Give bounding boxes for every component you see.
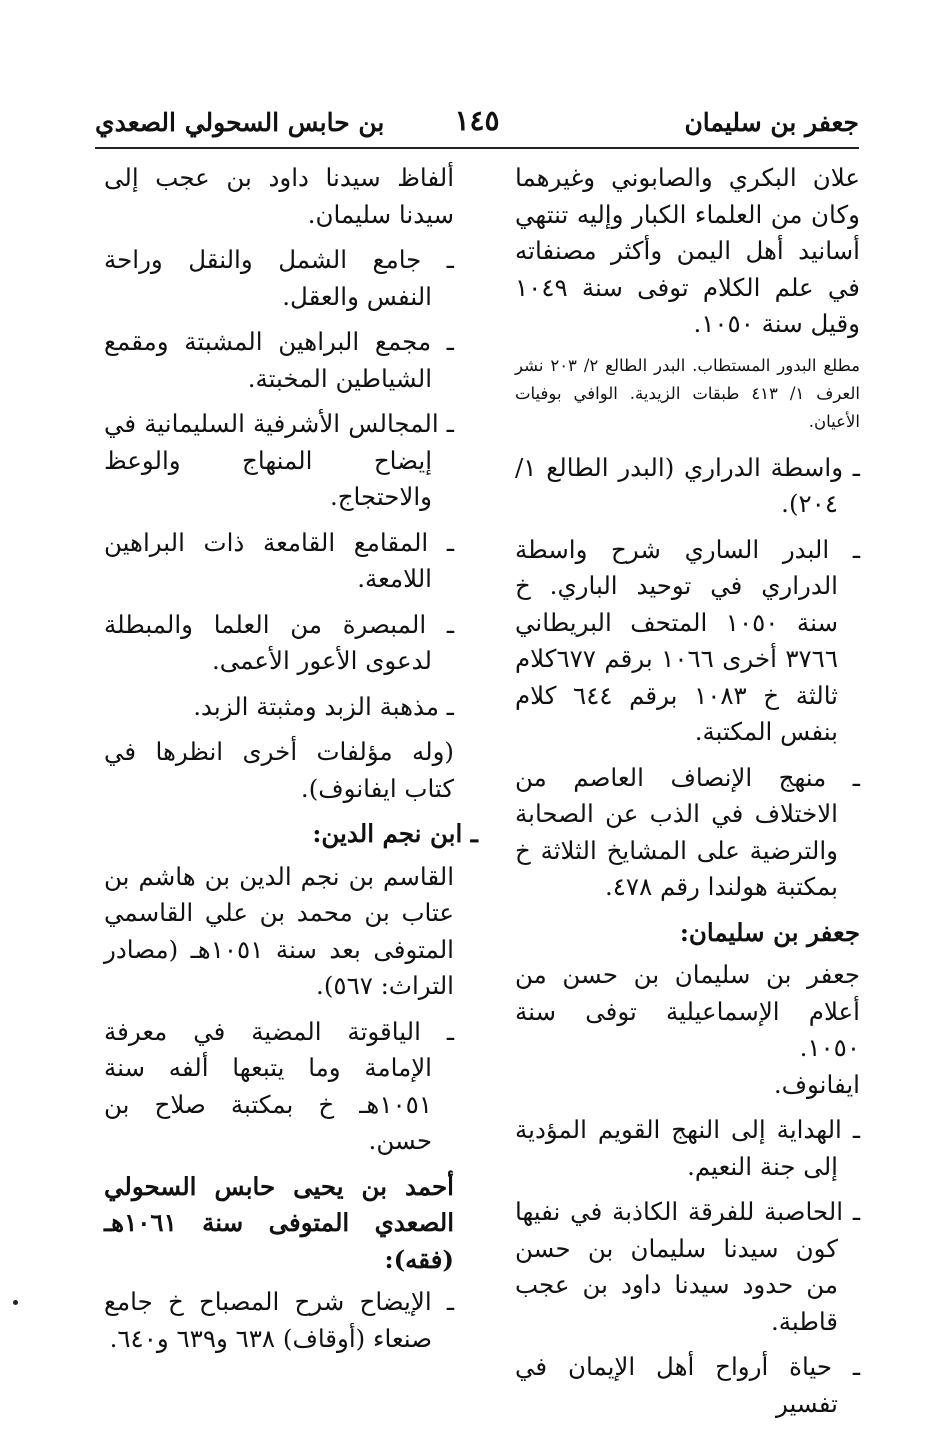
list-item: ـ واسطة الدراري (البدر الطالع ١/ ٢٠٤). xyxy=(515,452,860,518)
running-title-right: جعفر بن سليمان xyxy=(684,108,859,137)
intro-paragraph: علان البكري والصابوني وغيرهما وكان من العلماء الكبار وإليه تنتهي أسانيد أهل اليمن وأكثر مصنفاته في علم الكلام توفى سنة ١٠٤٩ وقيل سنة ١٠٥٠. xyxy=(515,163,860,338)
section-intro: جعفر بن سليمان بن حسن من أعلام الإسماعيلية توفى سنة ١٠٥٠. xyxy=(515,960,860,1062)
section-heading-jafar: جعفر بن سليمان: xyxy=(679,917,860,947)
list-item: ـ جامع الشمل والنقل وراحة النفس والعقل. xyxy=(104,245,454,311)
page-number: ١٤٥ xyxy=(454,104,500,137)
list-item: ـ الحاصبة للفرقة الكاذبة في نفيها كون سيدنا سليمان بن حسن من حدود سيدنا داود بن عجب قاطبة. xyxy=(515,1197,860,1336)
list-item: ـ المقامع القامعة ذات البراهين اللامعة. xyxy=(104,527,454,593)
sources-note: مطلع البدور المستطاب. البدر الطالع ٢/ ٢٠٣ نشر العرف ١/ ٤١٣ طبقات الزيدية. الوافي بوفيات الأعيان. xyxy=(515,355,860,431)
closing-note: (وله مؤلفات أخرى انظرها في كتاب ايفانوف). xyxy=(104,737,454,803)
list-item: ـ الإيضاح شرح المصباح خ جامع صنعاء (أوقاف) ٦٣٨ و٦٣٩ و٦٤٠. xyxy=(104,1287,454,1353)
left-column xyxy=(104,160,478,1366)
section-heading-ibn-najm: ـ ابن نجم الدين: xyxy=(312,819,478,848)
section-source: ايفانوف. xyxy=(773,1069,860,1099)
list-item: ـ الياقوتة المضية في معرفة الإمامة وما يتبعها ألفه سنة ١٠٥١هـ خ بمكتبة صلاح بن حسن. xyxy=(104,1016,454,1155)
list-item: ـ مذهبة الزبد ومثبتة الزبد. xyxy=(193,691,454,721)
list-item: ـ حياة أرواح أهل الإيمان في تفسير xyxy=(515,1352,860,1418)
margin-mark xyxy=(13,1300,18,1305)
running-title-left: بن حابس السحولي الصعدي xyxy=(95,108,385,137)
continuation-text: ألفاظ سيدنا داود بن عجب إلى سيدنا سليمان. xyxy=(104,163,454,229)
list-item: ـ مجمع البراهين المشبتة ومقمع الشياطين المخبتة. xyxy=(104,327,454,393)
section-heading-ahmad: أحمد بن يحيى حابس السحولي الصعدي المتوفى سنة ١٠٦١هـ (فقه): xyxy=(104,1171,454,1274)
list-item: ـ المبصرة من العلما والمبطلة لدعوى الأعور الأعمى. xyxy=(104,609,454,675)
page-header xyxy=(95,104,859,148)
list-item: ـ البدر الساري شرح واسطة الدراري في توحيد الباري. خ سنة ١٠٥٠ المتحف البريطاني ٣٧٦٦ أخرى ١٠٦٦ برقم ٦٧٧كلام ثالثة خ ١٠٨٣ برقم ٦٤٤ كلام بنفس المكتبة. xyxy=(515,534,860,746)
list-item: ـ منهج الإنصاف العاصم من الاختلاف في الذب عن الصحابة والترضية على المشايخ الثلاثة خ بمكتبة هولندا رقم ٤٧٨. xyxy=(515,762,860,901)
right-column xyxy=(515,160,860,1431)
list-item: ـ الهداية إلى النهج القويم المؤدية إلى جنة النعيم. xyxy=(515,1115,860,1181)
section-intro: القاسم بن نجم الدين بن هاشم بن عتاب بن محمد بن علي القاسمي المتوفى بعد سنة ١٠٥١هـ (مصادر التراث: ٥٦٧). xyxy=(104,861,454,1000)
header-rule xyxy=(95,147,859,149)
list-item: ـ المجالس الأشرفية السليمانية في إيضاح المنهاج والوعظ والاحتجاج. xyxy=(104,409,454,511)
